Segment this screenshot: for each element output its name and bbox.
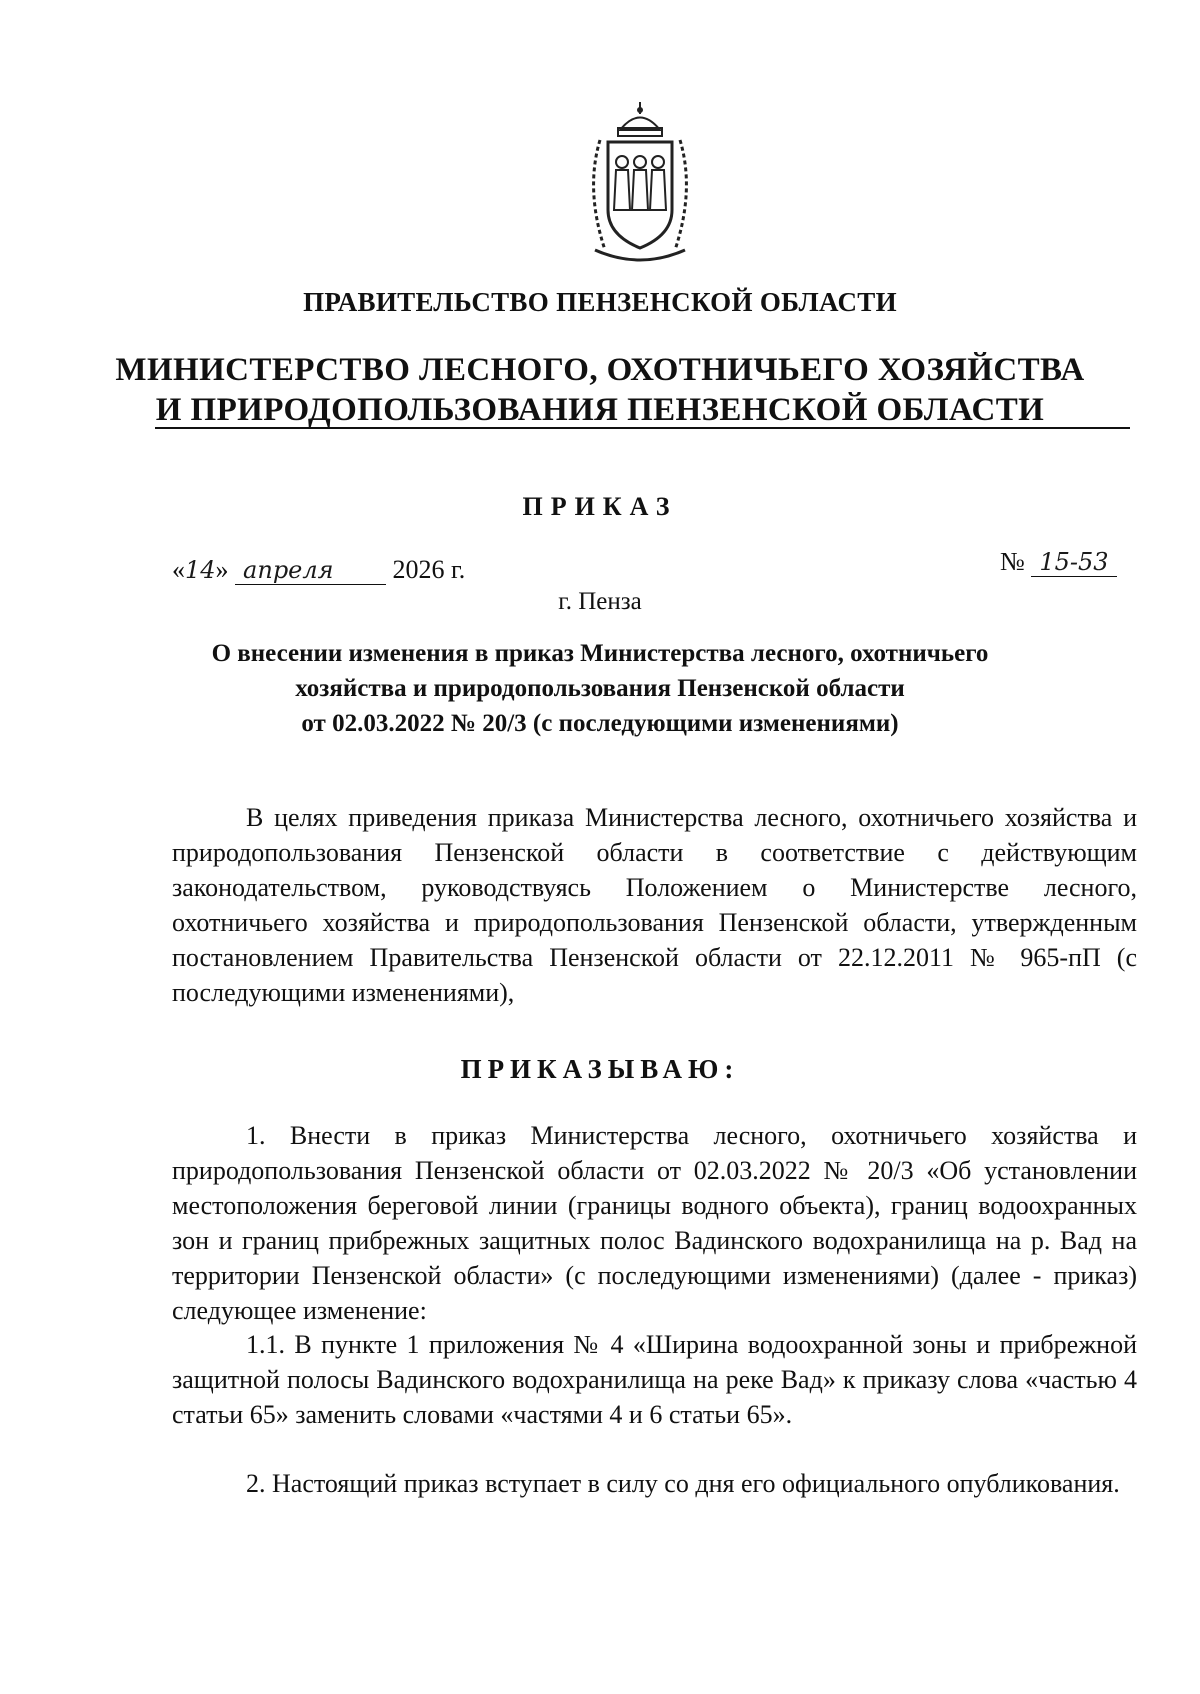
item-1-paragraph: 1. Внести в приказ Министерства лесного, охотничьего хозяйства и природопользования Пензенской области от 02.03.2022 № 20/3 «Об установлении местоположения береговой линии (границы водного объекта), границ водоохранных зон и границ прибрежных защитных полос Вадинского водохранилища на р. Вад на территории Пензенской области» (с последующими изменениями) (далее - приказ) следующее изменение: bbox=[172, 1121, 1137, 1325]
subject-line-1: О внесении изменения в приказ Министерства лесного, охотничьего bbox=[211, 640, 989, 667]
date-close-quote: » bbox=[215, 555, 229, 584]
ministry-heading bbox=[0, 350, 1200, 430]
date-year: 2026 г. bbox=[392, 555, 466, 584]
date-day: 14 bbox=[185, 556, 216, 584]
date-month: апреля bbox=[235, 556, 386, 585]
coat-of-arms-icon bbox=[580, 100, 700, 270]
order-title: ПРИКАЗ bbox=[522, 492, 678, 521]
order-subject bbox=[150, 636, 1050, 741]
header-divider bbox=[155, 427, 1130, 429]
ministry-heading-line-1: МИНИСТЕРСТВО ЛЕСНОГО, ОХОТНИЧЬЕГО ХОЗЯЙСТВА bbox=[115, 352, 1085, 388]
preamble-paragraph: В целях приведения приказа Министерства лесного, охотничьего хозяйства и природопользования Пензенской области в соответствие с действующим законодательством, руководствуясь Положением о Министерстве лесного, охотничьего хозяйства и природопользования Пензенской области, утвержденным постановлением Правительства Пензенской области от 22.12.2011 № 965-пП (с последующими изменениями), bbox=[172, 803, 1137, 1007]
number-value: 15-53 bbox=[1031, 548, 1116, 577]
subject-line-3: от 02.03.2022 № 20/3 (с последующими изменениями) bbox=[301, 710, 899, 737]
item-2-paragraph: 2. Настоящий приказ вступает в силу со дня его официального опубликования. bbox=[246, 1469, 1120, 1498]
subject-line-2: хозяйства и природопользования Пензенской области bbox=[295, 675, 905, 702]
date-open-quote: « bbox=[172, 555, 185, 584]
decree-heading: ПРИКАЗЫВАЮ: bbox=[460, 1054, 740, 1084]
government-heading: ПРАВИТЕЛЬСТВО ПЕНЗЕНСКОЙ ОБЛАСТИ bbox=[303, 287, 897, 317]
order-date bbox=[172, 555, 465, 585]
number-label: № bbox=[1000, 547, 1025, 576]
order-number bbox=[1000, 547, 1117, 577]
order-city: г. Пенза bbox=[558, 588, 642, 615]
item-1-1-paragraph: 1.1. В пункте 1 приложения № 4 «Ширина водоохранной зоны и прибрежной защитной полосы Вадинского водохранилища на реке Вад» к приказу слова «частью 4 статьи 65» заменить словами «частями 4 и 6 статьи 65». bbox=[172, 1330, 1137, 1429]
ministry-heading-line-2: И ПРИРОДОПОЛЬЗОВАНИЯ ПЕНЗЕНСКОЙ ОБЛАСТИ bbox=[155, 392, 1045, 428]
